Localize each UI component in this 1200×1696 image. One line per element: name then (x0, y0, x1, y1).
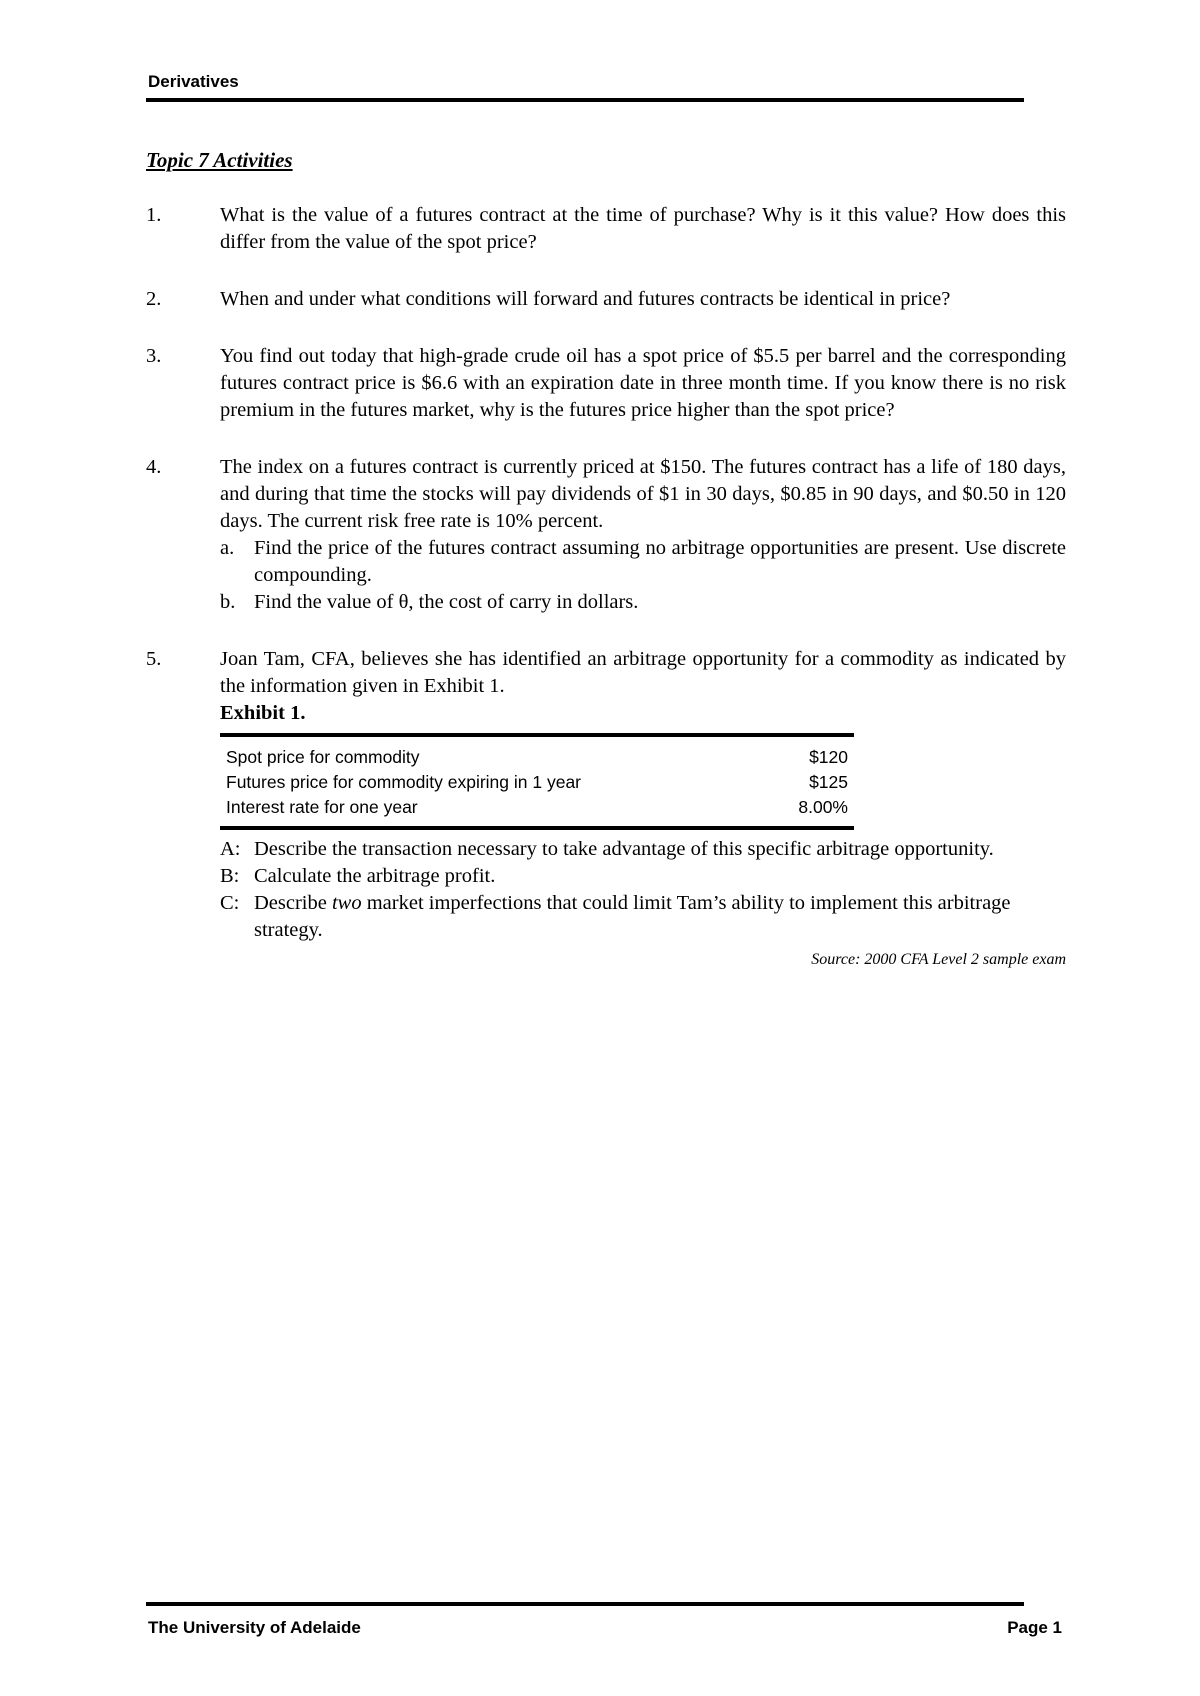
topic-heading: Topic 7 Activities (146, 148, 293, 172)
part-a (220, 836, 1066, 863)
exhibit-table (220, 733, 854, 830)
question-number: 1. (146, 204, 162, 226)
part-b (220, 863, 1066, 890)
table-row (220, 745, 854, 770)
question-number: 5. (146, 648, 162, 670)
page-number: Page 1 (1007, 1618, 1062, 1637)
row-label: Futures price for commodity expiring in 1 year (226, 772, 581, 792)
question-2 (146, 286, 1066, 313)
source-citation: Source: 2000 CFA Level 2 sample exam (811, 951, 1066, 968)
row-value: 8.00% (798, 797, 848, 817)
question-number: 3. (146, 345, 162, 367)
part-c (220, 890, 1066, 944)
table-row (220, 770, 854, 795)
part-text: Describe the transaction necessary to take advantage of this specific arbitrage opportunity. (254, 838, 994, 860)
part-label: B: (220, 865, 240, 887)
sub-question-text: Find the price of the futures contract assuming no arbitrage opportunities are present. Use discrete compounding. (254, 537, 1066, 586)
question-text: Joan Tam, CFA, believes she has identified an arbitrage opportunity for a commodity as indicated by the information given in Exhibit 1. (220, 648, 1066, 697)
part-label: A: (220, 838, 241, 860)
question-text: What is the value of a futures contract at the time of purchase? Why is it this value? How does this differ from the value of the spot price? (220, 204, 1066, 253)
question-text: You find out today that high-grade crude oil has a spot price of $5.5 per barrel and the corresponding futures contract price is $6.6 with an expiration date in three month time. If you know there is no risk premium in the futures market, why is the futures price higher than the spot price? (220, 345, 1066, 421)
sub-question-a (220, 535, 1066, 589)
row-value: $120 (809, 747, 848, 767)
header-title: Derivatives (148, 72, 239, 91)
header-rule (146, 98, 1024, 102)
exhibit-title: Exhibit 1. (220, 702, 306, 724)
row-label: Interest rate for one year (226, 797, 418, 817)
question-number: 4. (146, 456, 162, 478)
sub-question-label: b. (220, 591, 236, 613)
part-text-post: market imperfections that could limit Tam’s ability to implement this arbitrage strategy. (254, 892, 1011, 941)
question-1 (146, 202, 1066, 256)
part-text: Calculate the arbitrage profit. (254, 865, 496, 887)
questions-list (146, 202, 1066, 1003)
table-row (220, 795, 854, 820)
part-label: C: (220, 892, 240, 914)
question-number: 2. (146, 288, 162, 310)
row-value: $125 (809, 772, 848, 792)
footer-rule (146, 1602, 1024, 1606)
question-text: The index on a futures contract is currently priced at $150. The futures contract has a life of 180 days, and during that time the stocks will pay dividends of $1 in 30 days, $0.85 in 90 days, and $0.50 in 120 days. The current risk free rate is 10% percent. (220, 456, 1066, 532)
question-3 (146, 343, 1066, 424)
footer-institution: The University of Adelaide (148, 1618, 361, 1637)
part-text-pre: Describe (254, 892, 332, 914)
sub-question-text: Find the value of θ, the cost of carry in dollars. (254, 591, 639, 613)
question-text: When and under what conditions will forward and futures contracts be identical in price? (220, 288, 951, 310)
question-4 (146, 454, 1066, 616)
sub-question-b (220, 589, 1066, 616)
question-5 (146, 646, 1066, 973)
row-label: Spot price for commodity (226, 747, 420, 767)
part-text-emphasis: two (331, 892, 362, 914)
sub-question-label: a. (220, 537, 235, 559)
